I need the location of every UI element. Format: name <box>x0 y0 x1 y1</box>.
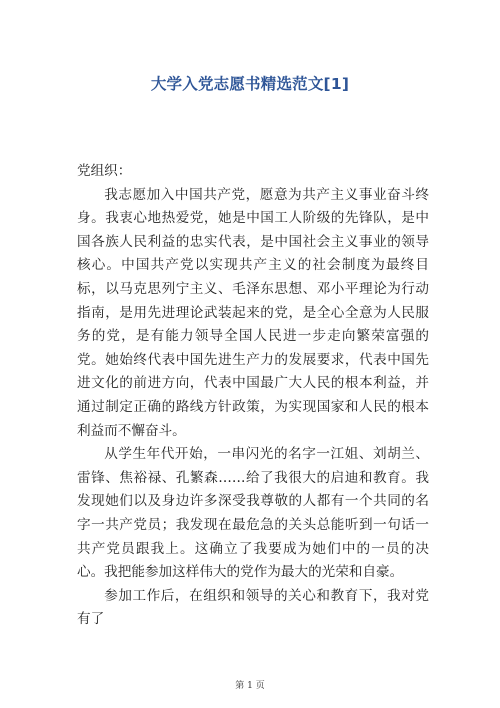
document-body <box>77 160 429 632</box>
salutation: 党组织： <box>77 163 132 179</box>
document-title: 大学入党志愿书精选范文[1] <box>150 75 350 93</box>
page-number: 第 1 页 <box>235 681 265 691</box>
paragraph: 我志愿加入中国共产党，愿意为共产主义事业奋斗终身。我衷心地热爱党，她是中国工人阶级的先锋队，是中国各族人民利益的忠实代表，是中国社会主义事业的领导核心。中国共产党以实现共产主义的社会制度为最终目标，以马克思列宁主义、毛泽东思想、邓小平理论为行动指南，是用先进理论武装起来的党，是全心全意为人民服务的党，是有能力领导全国人民进一步走向繁荣富强的党。她始终代表中国先进生产力的发展要求，代表中国先进文化的前进方向，代表中国最广大人民的根本利益，并通过制定正确的路线方针政策，为实现国家和人民的根本利益而不懈奋斗。 <box>77 186 429 439</box>
paragraph: 参加工作后，在组织和领导的关心和教育下，我对党有了 <box>77 587 429 628</box>
paragraph: 从学生年代开始，一串闪光的名字一江姐、刘胡兰、雷锋、焦裕禄、孔繁森……给了我很大的启迪和教育。我发现她们以及身边许多深受我尊敬的人都有一个共同的名字一共产党员；我发现在最危急的关头总能听到一句话一共产党员跟我上。这确立了我要成为她们中的一员的决心。我把能参加这样伟大的党作为最大的光荣和自豪。 <box>77 446 429 581</box>
